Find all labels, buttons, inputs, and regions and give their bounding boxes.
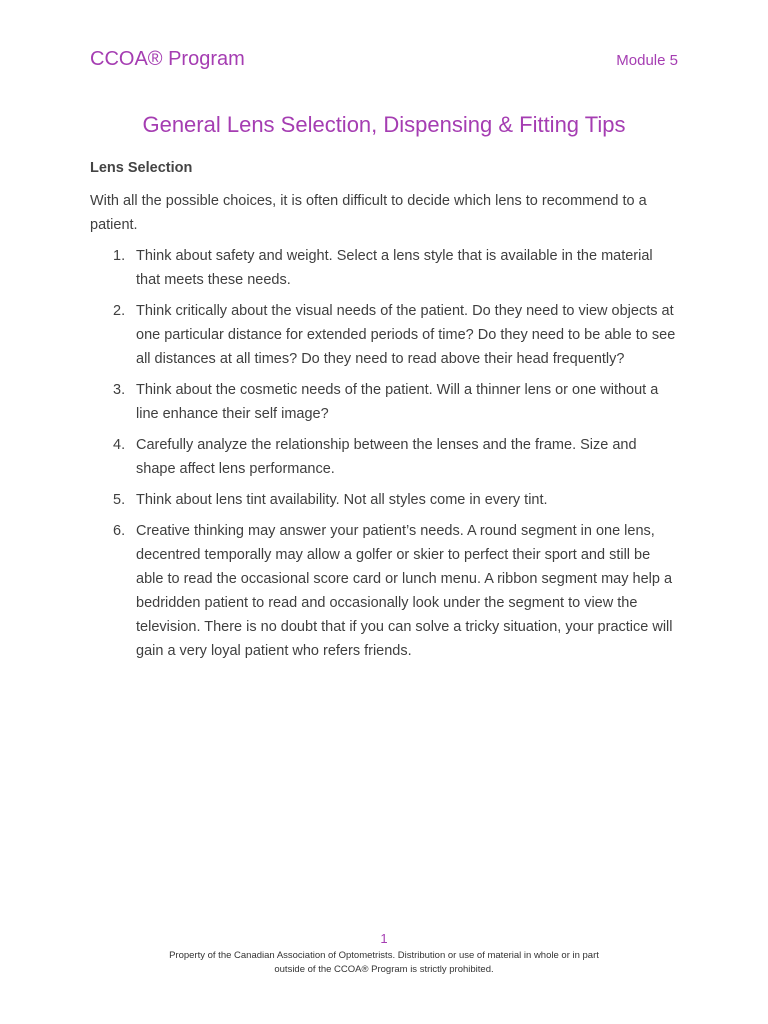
list-item-text: Think critically about the visual needs of the patient. Do they need to view objects at one particular distance for extended periods of time? Do they need to be able to see all distances at all times? Do they need to read above their head frequently? [136, 303, 676, 367]
list-item [90, 433, 678, 481]
intro-paragraph: With all the possible choices, it is often difficult to decide which lens to recommend to a patient. [90, 193, 647, 233]
page-footer [90, 930, 678, 977]
list-item [90, 378, 678, 426]
list-item-number: 6. [113, 523, 126, 539]
program-name: CCOA® Program [90, 48, 245, 70]
tips-list [90, 244, 678, 670]
list-item [90, 244, 678, 292]
list-item-text: Carefully analyze the relationship between the lenses and the frame. Size and shape affect lens performance. [136, 437, 637, 477]
copyright-notice: Property of the Canadian Association of Optometrists. Distribution or use of material in whole or in part outside of the CCOA® Program is strictly prohibited. [169, 950, 599, 975]
list-item-text: Think about lens tint availability. Not all styles come in every tint. [136, 492, 548, 508]
module-label: Module 5 [616, 52, 678, 69]
list-item-text: Think about safety and weight. Select a lens style that is available in the material that meets these needs. [136, 248, 653, 288]
list-item-text: Creative thinking may answer your patient’s needs. A round segment in one lens, decentred temporally may allow a golfer or skier to perfect their sport and still be able to read the occasional score card or lunch menu. A ribbon segment may help a bedridden patient to read and occasionally look under the segment to view the television. There is no doubt that if you can solve a tricky situation, your practice will gain a very loyal patient who refers friends. [136, 523, 673, 659]
list-item-text: Think about the cosmetic needs of the patient. Will a thinner lens or one without a line enhance their self image? [136, 382, 659, 422]
page-title: General Lens Selection, Dispensing & Fitting Tips [142, 112, 626, 137]
list-item-number: 3. [113, 382, 126, 398]
list-item-number: 4. [113, 437, 126, 453]
list-item [90, 299, 678, 371]
list-item [90, 488, 678, 512]
page-header [90, 46, 678, 76]
list-item-number: 2. [113, 303, 126, 319]
list-item-number: 1. [113, 248, 126, 264]
list-item-number: 5. [113, 492, 126, 508]
section-heading: Lens Selection [90, 160, 193, 176]
page-number: 1 [380, 931, 388, 946]
list-item [90, 519, 678, 663]
